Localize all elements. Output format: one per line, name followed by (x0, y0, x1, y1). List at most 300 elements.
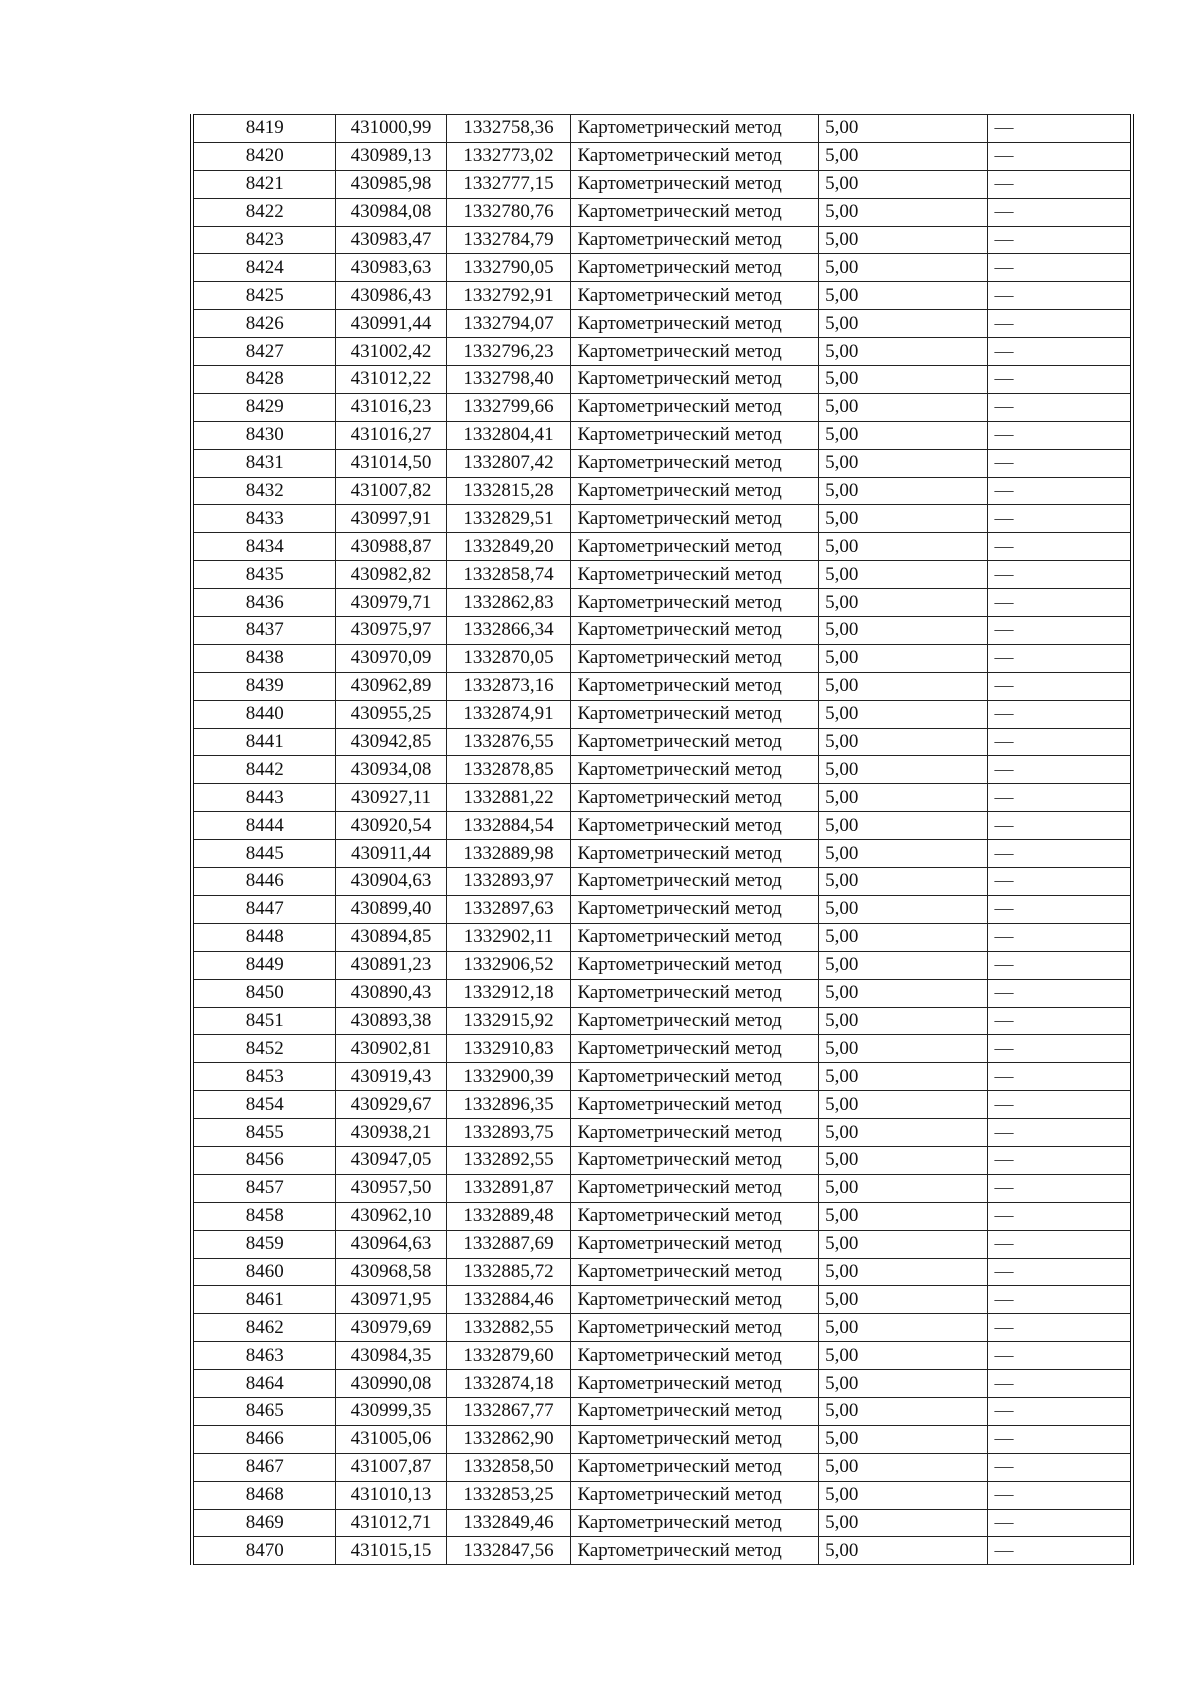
method-cell: Картометрический метод (571, 951, 819, 979)
table-row (192, 1035, 1132, 1063)
point-number-cell: 8453 (192, 1063, 336, 1091)
y-coordinate-cell: 1332794,07 (446, 310, 571, 338)
y-coordinate-cell: 1332912,18 (446, 979, 571, 1007)
y-coordinate-cell: 1332893,75 (446, 1119, 571, 1147)
y-coordinate-cell: 1332862,90 (446, 1425, 571, 1453)
description-cell: — (988, 1314, 1132, 1342)
table-row (192, 366, 1132, 394)
x-coordinate-cell: 430970,09 (336, 644, 446, 672)
point-number-cell: 8433 (192, 505, 336, 533)
description-cell: — (988, 617, 1132, 645)
x-coordinate-cell: 431012,71 (336, 1509, 446, 1537)
description-cell: — (988, 254, 1132, 282)
table-row (192, 282, 1132, 310)
method-cell: Картометрический метод (571, 1007, 819, 1035)
description-cell: — (988, 561, 1132, 589)
accuracy-cell: 5,00 (819, 617, 988, 645)
method-cell: Картометрический метод (571, 115, 819, 143)
point-number-cell: 8452 (192, 1035, 336, 1063)
accuracy-cell: 5,00 (819, 672, 988, 700)
x-coordinate-cell: 430894,85 (336, 923, 446, 951)
x-coordinate-cell: 430999,35 (336, 1397, 446, 1425)
description-cell: — (988, 644, 1132, 672)
y-coordinate-cell: 1332896,35 (446, 1091, 571, 1119)
accuracy-cell: 5,00 (819, 1537, 988, 1565)
x-coordinate-cell: 430968,58 (336, 1258, 446, 1286)
table-row (192, 1119, 1132, 1147)
point-number-cell: 8446 (192, 868, 336, 896)
y-coordinate-cell: 1332858,74 (446, 561, 571, 589)
accuracy-cell: 5,00 (819, 728, 988, 756)
point-number-cell: 8438 (192, 644, 336, 672)
method-cell: Картометрический метод (571, 421, 819, 449)
accuracy-cell: 5,00 (819, 895, 988, 923)
y-coordinate-cell: 1332874,18 (446, 1370, 571, 1398)
description-cell: — (988, 1342, 1132, 1370)
description-cell: — (988, 1509, 1132, 1537)
table-row (192, 1397, 1132, 1425)
accuracy-cell: 5,00 (819, 812, 988, 840)
y-coordinate-cell: 1332900,39 (446, 1063, 571, 1091)
point-number-cell: 8447 (192, 895, 336, 923)
accuracy-cell: 5,00 (819, 1146, 988, 1174)
description-cell: — (988, 840, 1132, 868)
method-cell: Картометрический метод (571, 895, 819, 923)
x-coordinate-cell: 430964,63 (336, 1230, 446, 1258)
description-cell: — (988, 142, 1132, 170)
accuracy-cell: 5,00 (819, 868, 988, 896)
y-coordinate-cell: 1332773,02 (446, 142, 571, 170)
coordinates-table-body (192, 115, 1132, 1565)
method-cell: Картометрический метод (571, 617, 819, 645)
table-row (192, 1286, 1132, 1314)
x-coordinate-cell: 430934,08 (336, 756, 446, 784)
x-coordinate-cell: 430982,82 (336, 561, 446, 589)
description-cell: — (988, 1035, 1132, 1063)
x-coordinate-cell: 431015,15 (336, 1537, 446, 1565)
y-coordinate-cell: 1332902,11 (446, 923, 571, 951)
table-row (192, 170, 1132, 198)
description-cell: — (988, 1397, 1132, 1425)
y-coordinate-cell: 1332915,92 (446, 1007, 571, 1035)
x-coordinate-cell: 430938,21 (336, 1119, 446, 1147)
y-coordinate-cell: 1332893,97 (446, 868, 571, 896)
x-coordinate-cell: 430902,81 (336, 1035, 446, 1063)
x-coordinate-cell: 430985,98 (336, 170, 446, 198)
y-coordinate-cell: 1332906,52 (446, 951, 571, 979)
description-cell: — (988, 1007, 1132, 1035)
x-coordinate-cell: 431000,99 (336, 115, 446, 143)
table-row (192, 226, 1132, 254)
accuracy-cell: 5,00 (819, 644, 988, 672)
point-number-cell: 8461 (192, 1286, 336, 1314)
y-coordinate-cell: 1332897,63 (446, 895, 571, 923)
accuracy-cell: 5,00 (819, 1035, 988, 1063)
accuracy-cell: 5,00 (819, 1397, 988, 1425)
table-row (192, 1174, 1132, 1202)
method-cell: Картометрический метод (571, 561, 819, 589)
method-cell: Картометрический метод (571, 840, 819, 868)
x-coordinate-cell: 430904,63 (336, 868, 446, 896)
point-number-cell: 8451 (192, 1007, 336, 1035)
table-row (192, 1342, 1132, 1370)
point-number-cell: 8420 (192, 142, 336, 170)
method-cell: Картометрический метод (571, 142, 819, 170)
method-cell: Картометрический метод (571, 1425, 819, 1453)
y-coordinate-cell: 1332889,48 (446, 1202, 571, 1230)
y-coordinate-cell: 1332799,66 (446, 393, 571, 421)
table-row (192, 1537, 1132, 1565)
table-row (192, 756, 1132, 784)
table-row (192, 254, 1132, 282)
method-cell: Картометрический метод (571, 198, 819, 226)
point-number-cell: 8462 (192, 1314, 336, 1342)
accuracy-cell: 5,00 (819, 1119, 988, 1147)
description-cell: — (988, 1230, 1132, 1258)
accuracy-cell: 5,00 (819, 1342, 988, 1370)
x-coordinate-cell: 430920,54 (336, 812, 446, 840)
y-coordinate-cell: 1332780,76 (446, 198, 571, 226)
table-row (192, 951, 1132, 979)
table-row (192, 393, 1132, 421)
accuracy-cell: 5,00 (819, 170, 988, 198)
y-coordinate-cell: 1332849,46 (446, 1509, 571, 1537)
x-coordinate-cell: 430962,10 (336, 1202, 446, 1230)
table-row (192, 1230, 1132, 1258)
table-row (192, 533, 1132, 561)
x-coordinate-cell: 430899,40 (336, 895, 446, 923)
method-cell: Картометрический метод (571, 1342, 819, 1370)
coordinates-table (190, 114, 1134, 1565)
accuracy-cell: 5,00 (819, 1091, 988, 1119)
accuracy-cell: 5,00 (819, 1174, 988, 1202)
x-coordinate-cell: 430957,50 (336, 1174, 446, 1202)
point-number-cell: 8430 (192, 421, 336, 449)
method-cell: Картометрический метод (571, 226, 819, 254)
method-cell: Картометрический метод (571, 1091, 819, 1119)
table-row (192, 477, 1132, 505)
y-coordinate-cell: 1332849,20 (446, 533, 571, 561)
x-coordinate-cell: 430979,69 (336, 1314, 446, 1342)
y-coordinate-cell: 1332884,46 (446, 1286, 571, 1314)
description-cell: — (988, 1063, 1132, 1091)
point-number-cell: 8459 (192, 1230, 336, 1258)
point-number-cell: 8466 (192, 1425, 336, 1453)
method-cell: Картометрический метод (571, 1314, 819, 1342)
method-cell: Картометрический метод (571, 1202, 819, 1230)
table-row (192, 1258, 1132, 1286)
description-cell: — (988, 1370, 1132, 1398)
method-cell: Картометрический метод (571, 700, 819, 728)
table-row (192, 449, 1132, 477)
table-row (192, 589, 1132, 617)
accuracy-cell: 5,00 (819, 282, 988, 310)
point-number-cell: 8455 (192, 1119, 336, 1147)
y-coordinate-cell: 1332853,25 (446, 1481, 571, 1509)
y-coordinate-cell: 1332804,41 (446, 421, 571, 449)
y-coordinate-cell: 1332858,50 (446, 1453, 571, 1481)
point-number-cell: 8445 (192, 840, 336, 868)
method-cell: Картометрический метод (571, 477, 819, 505)
point-number-cell: 8444 (192, 812, 336, 840)
method-cell: Картометрический метод (571, 728, 819, 756)
x-coordinate-cell: 430919,43 (336, 1063, 446, 1091)
accuracy-cell: 5,00 (819, 449, 988, 477)
y-coordinate-cell: 1332889,98 (446, 840, 571, 868)
y-coordinate-cell: 1332847,56 (446, 1537, 571, 1565)
y-coordinate-cell: 1332807,42 (446, 449, 571, 477)
table-row (192, 979, 1132, 1007)
accuracy-cell: 5,00 (819, 338, 988, 366)
method-cell: Картометрический метод (571, 589, 819, 617)
x-coordinate-cell: 430891,23 (336, 951, 446, 979)
y-coordinate-cell: 1332862,83 (446, 589, 571, 617)
point-number-cell: 8468 (192, 1481, 336, 1509)
point-number-cell: 8442 (192, 756, 336, 784)
point-number-cell: 8470 (192, 1537, 336, 1565)
table-row (192, 923, 1132, 951)
table-row (192, 338, 1132, 366)
y-coordinate-cell: 1332910,83 (446, 1035, 571, 1063)
x-coordinate-cell: 431016,23 (336, 393, 446, 421)
accuracy-cell: 5,00 (819, 1007, 988, 1035)
description-cell: — (988, 1174, 1132, 1202)
method-cell: Картометрический метод (571, 1397, 819, 1425)
table-row (192, 1202, 1132, 1230)
method-cell: Картометрический метод (571, 1063, 819, 1091)
point-number-cell: 8443 (192, 784, 336, 812)
table-row (192, 672, 1132, 700)
accuracy-cell: 5,00 (819, 477, 988, 505)
point-number-cell: 8429 (192, 393, 336, 421)
method-cell: Картометрический метод (571, 393, 819, 421)
method-cell: Картометрический метод (571, 366, 819, 394)
y-coordinate-cell: 1332798,40 (446, 366, 571, 394)
x-coordinate-cell: 430997,91 (336, 505, 446, 533)
x-coordinate-cell: 430984,35 (336, 1342, 446, 1370)
accuracy-cell: 5,00 (819, 1258, 988, 1286)
y-coordinate-cell: 1332777,15 (446, 170, 571, 198)
table-row (192, 561, 1132, 589)
description-cell: — (988, 170, 1132, 198)
accuracy-cell: 5,00 (819, 366, 988, 394)
point-number-cell: 8424 (192, 254, 336, 282)
method-cell: Картометрический метод (571, 1481, 819, 1509)
y-coordinate-cell: 1332866,34 (446, 617, 571, 645)
point-number-cell: 8441 (192, 728, 336, 756)
description-cell: — (988, 477, 1132, 505)
point-number-cell: 8432 (192, 477, 336, 505)
point-number-cell: 8427 (192, 338, 336, 366)
accuracy-cell: 5,00 (819, 115, 988, 143)
x-coordinate-cell: 430929,67 (336, 1091, 446, 1119)
x-coordinate-cell: 430927,11 (336, 784, 446, 812)
x-coordinate-cell: 431002,42 (336, 338, 446, 366)
y-coordinate-cell: 1332874,91 (446, 700, 571, 728)
point-number-cell: 8422 (192, 198, 336, 226)
method-cell: Картометрический метод (571, 784, 819, 812)
x-coordinate-cell: 430942,85 (336, 728, 446, 756)
accuracy-cell: 5,00 (819, 561, 988, 589)
point-number-cell: 8469 (192, 1509, 336, 1537)
method-cell: Картометрический метод (571, 1258, 819, 1286)
description-cell: — (988, 282, 1132, 310)
accuracy-cell: 5,00 (819, 979, 988, 1007)
description-cell: — (988, 226, 1132, 254)
method-cell: Картометрический метод (571, 644, 819, 672)
description-cell: — (988, 868, 1132, 896)
x-coordinate-cell: 431014,50 (336, 449, 446, 477)
accuracy-cell: 5,00 (819, 1286, 988, 1314)
accuracy-cell: 5,00 (819, 393, 988, 421)
method-cell: Картометрический метод (571, 1119, 819, 1147)
table-row (192, 1370, 1132, 1398)
method-cell: Картометрический метод (571, 170, 819, 198)
point-number-cell: 8448 (192, 923, 336, 951)
description-cell: — (988, 1146, 1132, 1174)
y-coordinate-cell: 1332792,91 (446, 282, 571, 310)
point-number-cell: 8456 (192, 1146, 336, 1174)
table-row (192, 644, 1132, 672)
table-row (192, 728, 1132, 756)
point-number-cell: 8440 (192, 700, 336, 728)
point-number-cell: 8460 (192, 1258, 336, 1286)
x-coordinate-cell: 431007,87 (336, 1453, 446, 1481)
x-coordinate-cell: 431012,22 (336, 366, 446, 394)
point-number-cell: 8419 (192, 115, 336, 143)
y-coordinate-cell: 1332870,05 (446, 644, 571, 672)
description-cell: — (988, 310, 1132, 338)
point-number-cell: 8439 (192, 672, 336, 700)
accuracy-cell: 5,00 (819, 310, 988, 338)
x-coordinate-cell: 431016,27 (336, 421, 446, 449)
y-coordinate-cell: 1332884,54 (446, 812, 571, 840)
table-row (192, 115, 1132, 143)
description-cell: — (988, 505, 1132, 533)
description-cell: — (988, 1286, 1132, 1314)
description-cell: — (988, 589, 1132, 617)
point-number-cell: 8449 (192, 951, 336, 979)
accuracy-cell: 5,00 (819, 1425, 988, 1453)
point-number-cell: 8431 (192, 449, 336, 477)
x-coordinate-cell: 430989,13 (336, 142, 446, 170)
table-row (192, 1509, 1132, 1537)
description-cell: — (988, 1425, 1132, 1453)
description-cell: — (988, 951, 1132, 979)
table-row (192, 1314, 1132, 1342)
accuracy-cell: 5,00 (819, 533, 988, 561)
x-coordinate-cell: 430947,05 (336, 1146, 446, 1174)
method-cell: Картометрический метод (571, 1509, 819, 1537)
x-coordinate-cell: 430962,89 (336, 672, 446, 700)
table-row (192, 784, 1132, 812)
accuracy-cell: 5,00 (819, 700, 988, 728)
description-cell: — (988, 533, 1132, 561)
description-cell: — (988, 923, 1132, 951)
accuracy-cell: 5,00 (819, 1314, 988, 1342)
y-coordinate-cell: 1332879,60 (446, 1342, 571, 1370)
accuracy-cell: 5,00 (819, 784, 988, 812)
accuracy-cell: 5,00 (819, 1202, 988, 1230)
description-cell: — (988, 1481, 1132, 1509)
description-cell: — (988, 1202, 1132, 1230)
x-coordinate-cell: 431005,06 (336, 1425, 446, 1453)
accuracy-cell: 5,00 (819, 951, 988, 979)
table-row (192, 840, 1132, 868)
description-cell: — (988, 784, 1132, 812)
table-row (192, 1091, 1132, 1119)
accuracy-cell: 5,00 (819, 1453, 988, 1481)
table-row (192, 700, 1132, 728)
point-number-cell: 8457 (192, 1174, 336, 1202)
description-cell: — (988, 979, 1132, 1007)
description-cell: — (988, 338, 1132, 366)
method-cell: Картометрический метод (571, 1035, 819, 1063)
accuracy-cell: 5,00 (819, 142, 988, 170)
accuracy-cell: 5,00 (819, 1063, 988, 1091)
x-coordinate-cell: 430988,87 (336, 533, 446, 561)
x-coordinate-cell: 430991,44 (336, 310, 446, 338)
table-row (192, 1007, 1132, 1035)
description-cell: — (988, 672, 1132, 700)
point-number-cell: 8421 (192, 170, 336, 198)
y-coordinate-cell: 1332829,51 (446, 505, 571, 533)
accuracy-cell: 5,00 (819, 198, 988, 226)
description-cell: — (988, 812, 1132, 840)
table-row (192, 812, 1132, 840)
x-coordinate-cell: 430971,95 (336, 1286, 446, 1314)
point-number-cell: 8465 (192, 1397, 336, 1425)
x-coordinate-cell: 430911,44 (336, 840, 446, 868)
accuracy-cell: 5,00 (819, 254, 988, 282)
method-cell: Картометрический метод (571, 1146, 819, 1174)
accuracy-cell: 5,00 (819, 505, 988, 533)
accuracy-cell: 5,00 (819, 840, 988, 868)
x-coordinate-cell: 430955,25 (336, 700, 446, 728)
description-cell: — (988, 1537, 1132, 1565)
x-coordinate-cell: 431007,82 (336, 477, 446, 505)
table-row (192, 1146, 1132, 1174)
description-cell: — (988, 1258, 1132, 1286)
method-cell: Картометрический метод (571, 923, 819, 951)
point-number-cell: 8458 (192, 1202, 336, 1230)
point-number-cell: 8454 (192, 1091, 336, 1119)
method-cell: Картометрический метод (571, 672, 819, 700)
y-coordinate-cell: 1332892,55 (446, 1146, 571, 1174)
description-cell: — (988, 1453, 1132, 1481)
table-row (192, 895, 1132, 923)
y-coordinate-cell: 1332867,77 (446, 1397, 571, 1425)
y-coordinate-cell: 1332885,72 (446, 1258, 571, 1286)
x-coordinate-cell: 430984,08 (336, 198, 446, 226)
y-coordinate-cell: 1332758,36 (446, 115, 571, 143)
table-row (192, 1063, 1132, 1091)
x-coordinate-cell: 430990,08 (336, 1370, 446, 1398)
table-row (192, 1425, 1132, 1453)
y-coordinate-cell: 1332873,16 (446, 672, 571, 700)
table-row (192, 421, 1132, 449)
description-cell: — (988, 1091, 1132, 1119)
x-coordinate-cell: 430983,47 (336, 226, 446, 254)
table-row (192, 142, 1132, 170)
point-number-cell: 8436 (192, 589, 336, 617)
accuracy-cell: 5,00 (819, 1509, 988, 1537)
y-coordinate-cell: 1332882,55 (446, 1314, 571, 1342)
y-coordinate-cell: 1332878,85 (446, 756, 571, 784)
method-cell: Картометрический метод (571, 282, 819, 310)
table-row (192, 310, 1132, 338)
x-coordinate-cell: 430986,43 (336, 282, 446, 310)
